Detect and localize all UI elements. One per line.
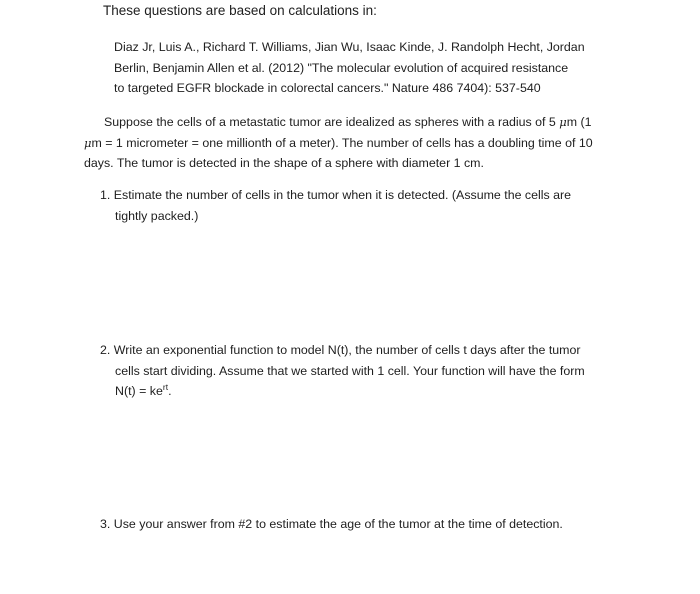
mu-symbol: μ (559, 115, 567, 129)
scenario-text: m (1 (566, 115, 592, 129)
intro-text: These questions are based on calculations in: (103, 3, 377, 18)
question-line: 3. Use your answer from #2 to estimate the age of the tumor at the time of detection. (100, 517, 563, 531)
citation-line: Berlin, Benjamin Allen et al. (2012) "The molecular evolution of acquired resistance (114, 60, 569, 75)
question-line: 1. Estimate the number of cells in the tumor when it is detected. (Assume the cells are (100, 188, 572, 202)
scenario-text: Suppose the cells of a metastatic tumor are idealized as spheres with a radius of 5 (104, 115, 560, 129)
citation-block (114, 37, 614, 99)
question-2 (100, 340, 640, 402)
citation-line: to targeted EGFR blockade in colorectal cancers." Nature 486 7404): 537-540 (114, 81, 541, 95)
scenario-text: m = 1 micrometer = one millionth of a meter). The number of cells has a doubling time of 10 (91, 135, 593, 150)
question-line: tightly packed.) (115, 208, 199, 223)
formula-period: . (168, 384, 172, 398)
scenario-line (84, 112, 644, 133)
mu-symbol: μ (84, 135, 92, 150)
question-formula-line (100, 381, 640, 402)
formula-text: N(t) = ke (115, 384, 163, 398)
citation-line: Diaz Jr, Luis A., Richard T. Williams, Jian Wu, Isaac Kinde, J. Randolph Hecht, Jordan (114, 40, 585, 54)
scenario-paragraph (84, 112, 644, 174)
question-line: 2. Write an exponential function to model N(t), the number of cells t days after the tumor (100, 343, 581, 357)
question-1 (100, 185, 640, 226)
scenario-line (84, 133, 644, 154)
question-3 (100, 514, 640, 535)
question-line: cells start dividing. Assume that we started with 1 cell. Your function will have the form (115, 363, 585, 378)
formula-exponent: rt (162, 382, 169, 392)
scenario-line: days. The tumor is detected in the shape of a sphere with diameter 1 cm. (84, 156, 484, 170)
